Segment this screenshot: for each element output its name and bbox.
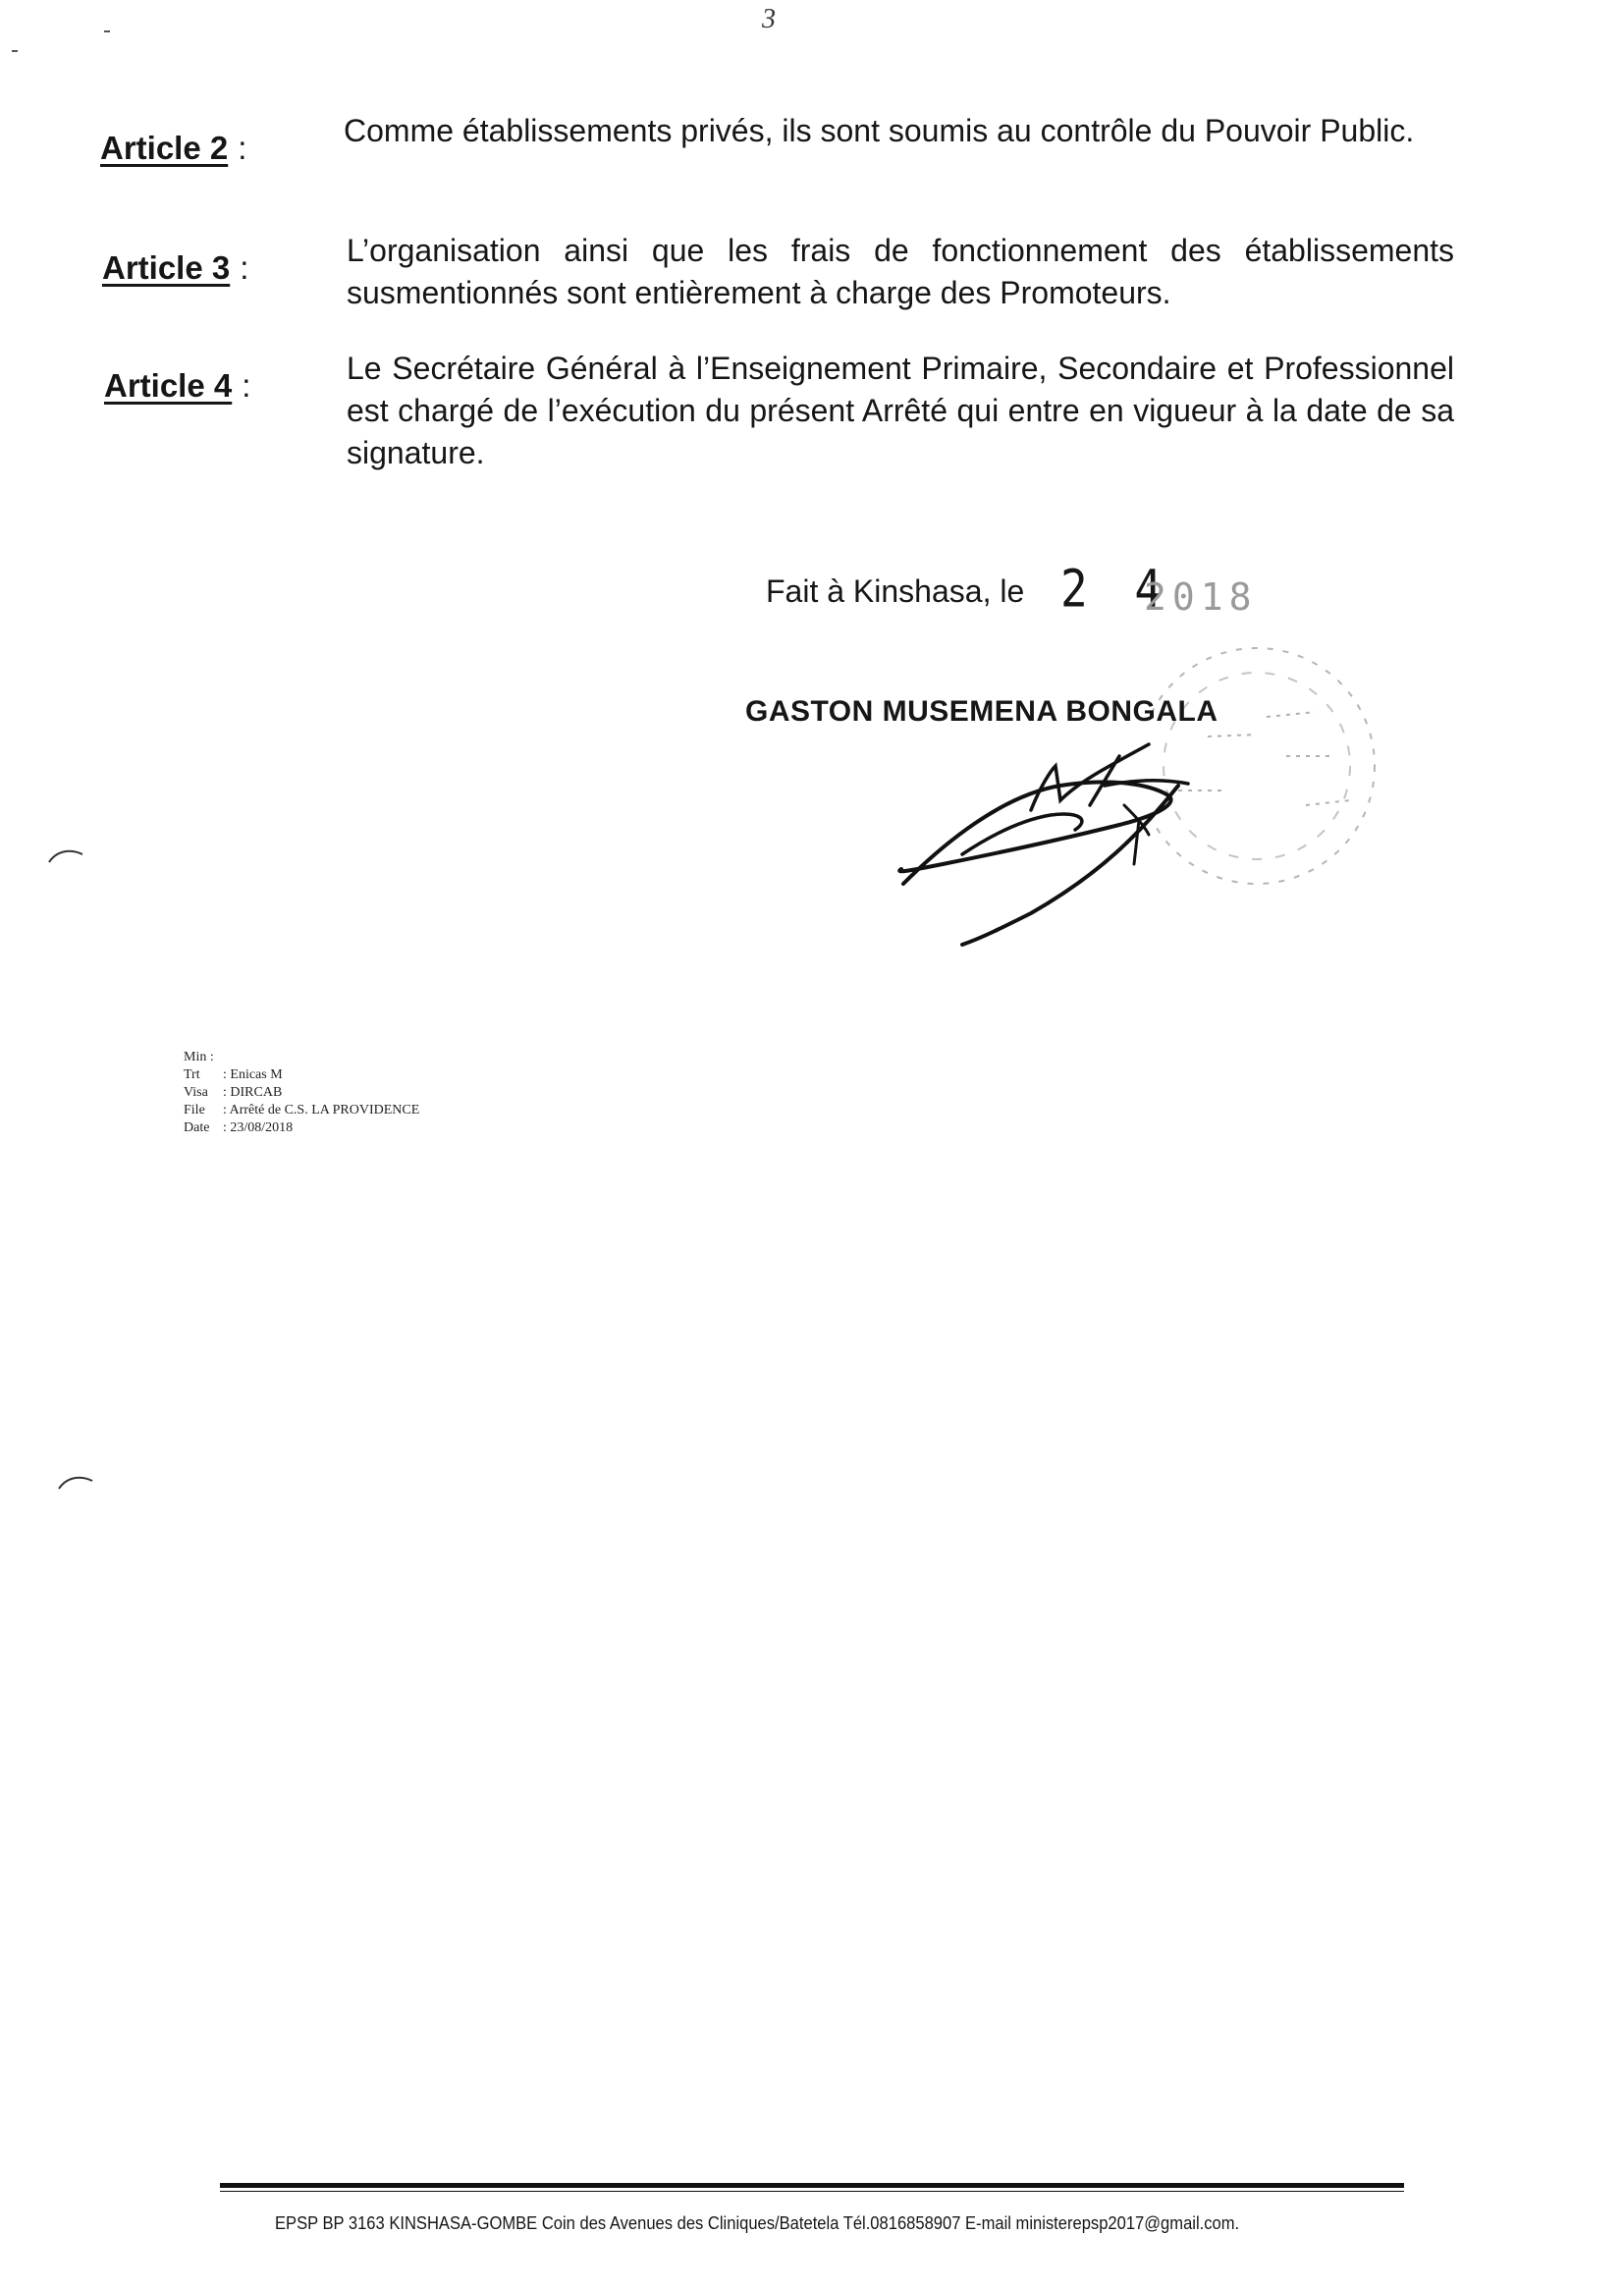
punch-mark-bottom <box>57 1471 96 1491</box>
article-text: Le Secrétaire Général à l’Enseignement Primaire, Secondaire et Professionnel est chargé de l’exécution du présent Arrêté qui entre en vigueur à la date de sa signature. <box>347 351 1454 470</box>
article-label: Article 4 : <box>104 367 251 404</box>
routing-row: Visa : DIRCAB <box>184 1085 283 1100</box>
article-text: Comme établissements privés, ils sont soumis au contrôle du Pouvoir Public. <box>344 113 1415 148</box>
article-number: Article 2 <box>100 130 229 166</box>
place-date-text: Fait à Kinshasa, le <box>766 573 1025 609</box>
stamped-day: 2 4 <box>1060 557 1172 620</box>
routing-block <box>184 1049 419 1137</box>
article-label: Article 3 : <box>102 249 249 286</box>
page-number: 3 <box>762 4 776 34</box>
routing-row: Min : <box>184 1050 214 1064</box>
footer-rule-thin <box>220 2191 1404 2192</box>
article-label: Article 2 : <box>100 130 247 166</box>
stamped-year: 2018 <box>1144 575 1258 619</box>
footer-address: EPSP BP 3163 KINSHASA-GOMBE Coin des Avenues des Cliniques/Batetela Tél.0816858907 E-mail ministerepsp2017@gmail.com. <box>275 2213 1240 2233</box>
scan-speck <box>10 47 22 55</box>
scan-speck <box>102 27 114 35</box>
article-number: Article 4 <box>104 367 233 404</box>
signatory-name: GASTON MUSEMENA BONGALA <box>745 695 1218 728</box>
article-text: L’organisation ainsi que les frais de fonctionnement des établissements susmentionnés sont entièrement à charge des Promoteurs. <box>347 233 1454 310</box>
punch-mark-top <box>47 845 86 864</box>
routing-row: File : Arrêté de C.S. LA PROVIDENCE <box>184 1103 420 1117</box>
routing-row: Trt : Enicas M <box>184 1067 283 1082</box>
article-number: Article 3 <box>102 249 231 286</box>
footer-rule <box>220 2183 1404 2188</box>
routing-row: Date : 23/08/2018 <box>184 1120 294 1135</box>
handwritten-signature <box>884 727 1276 953</box>
